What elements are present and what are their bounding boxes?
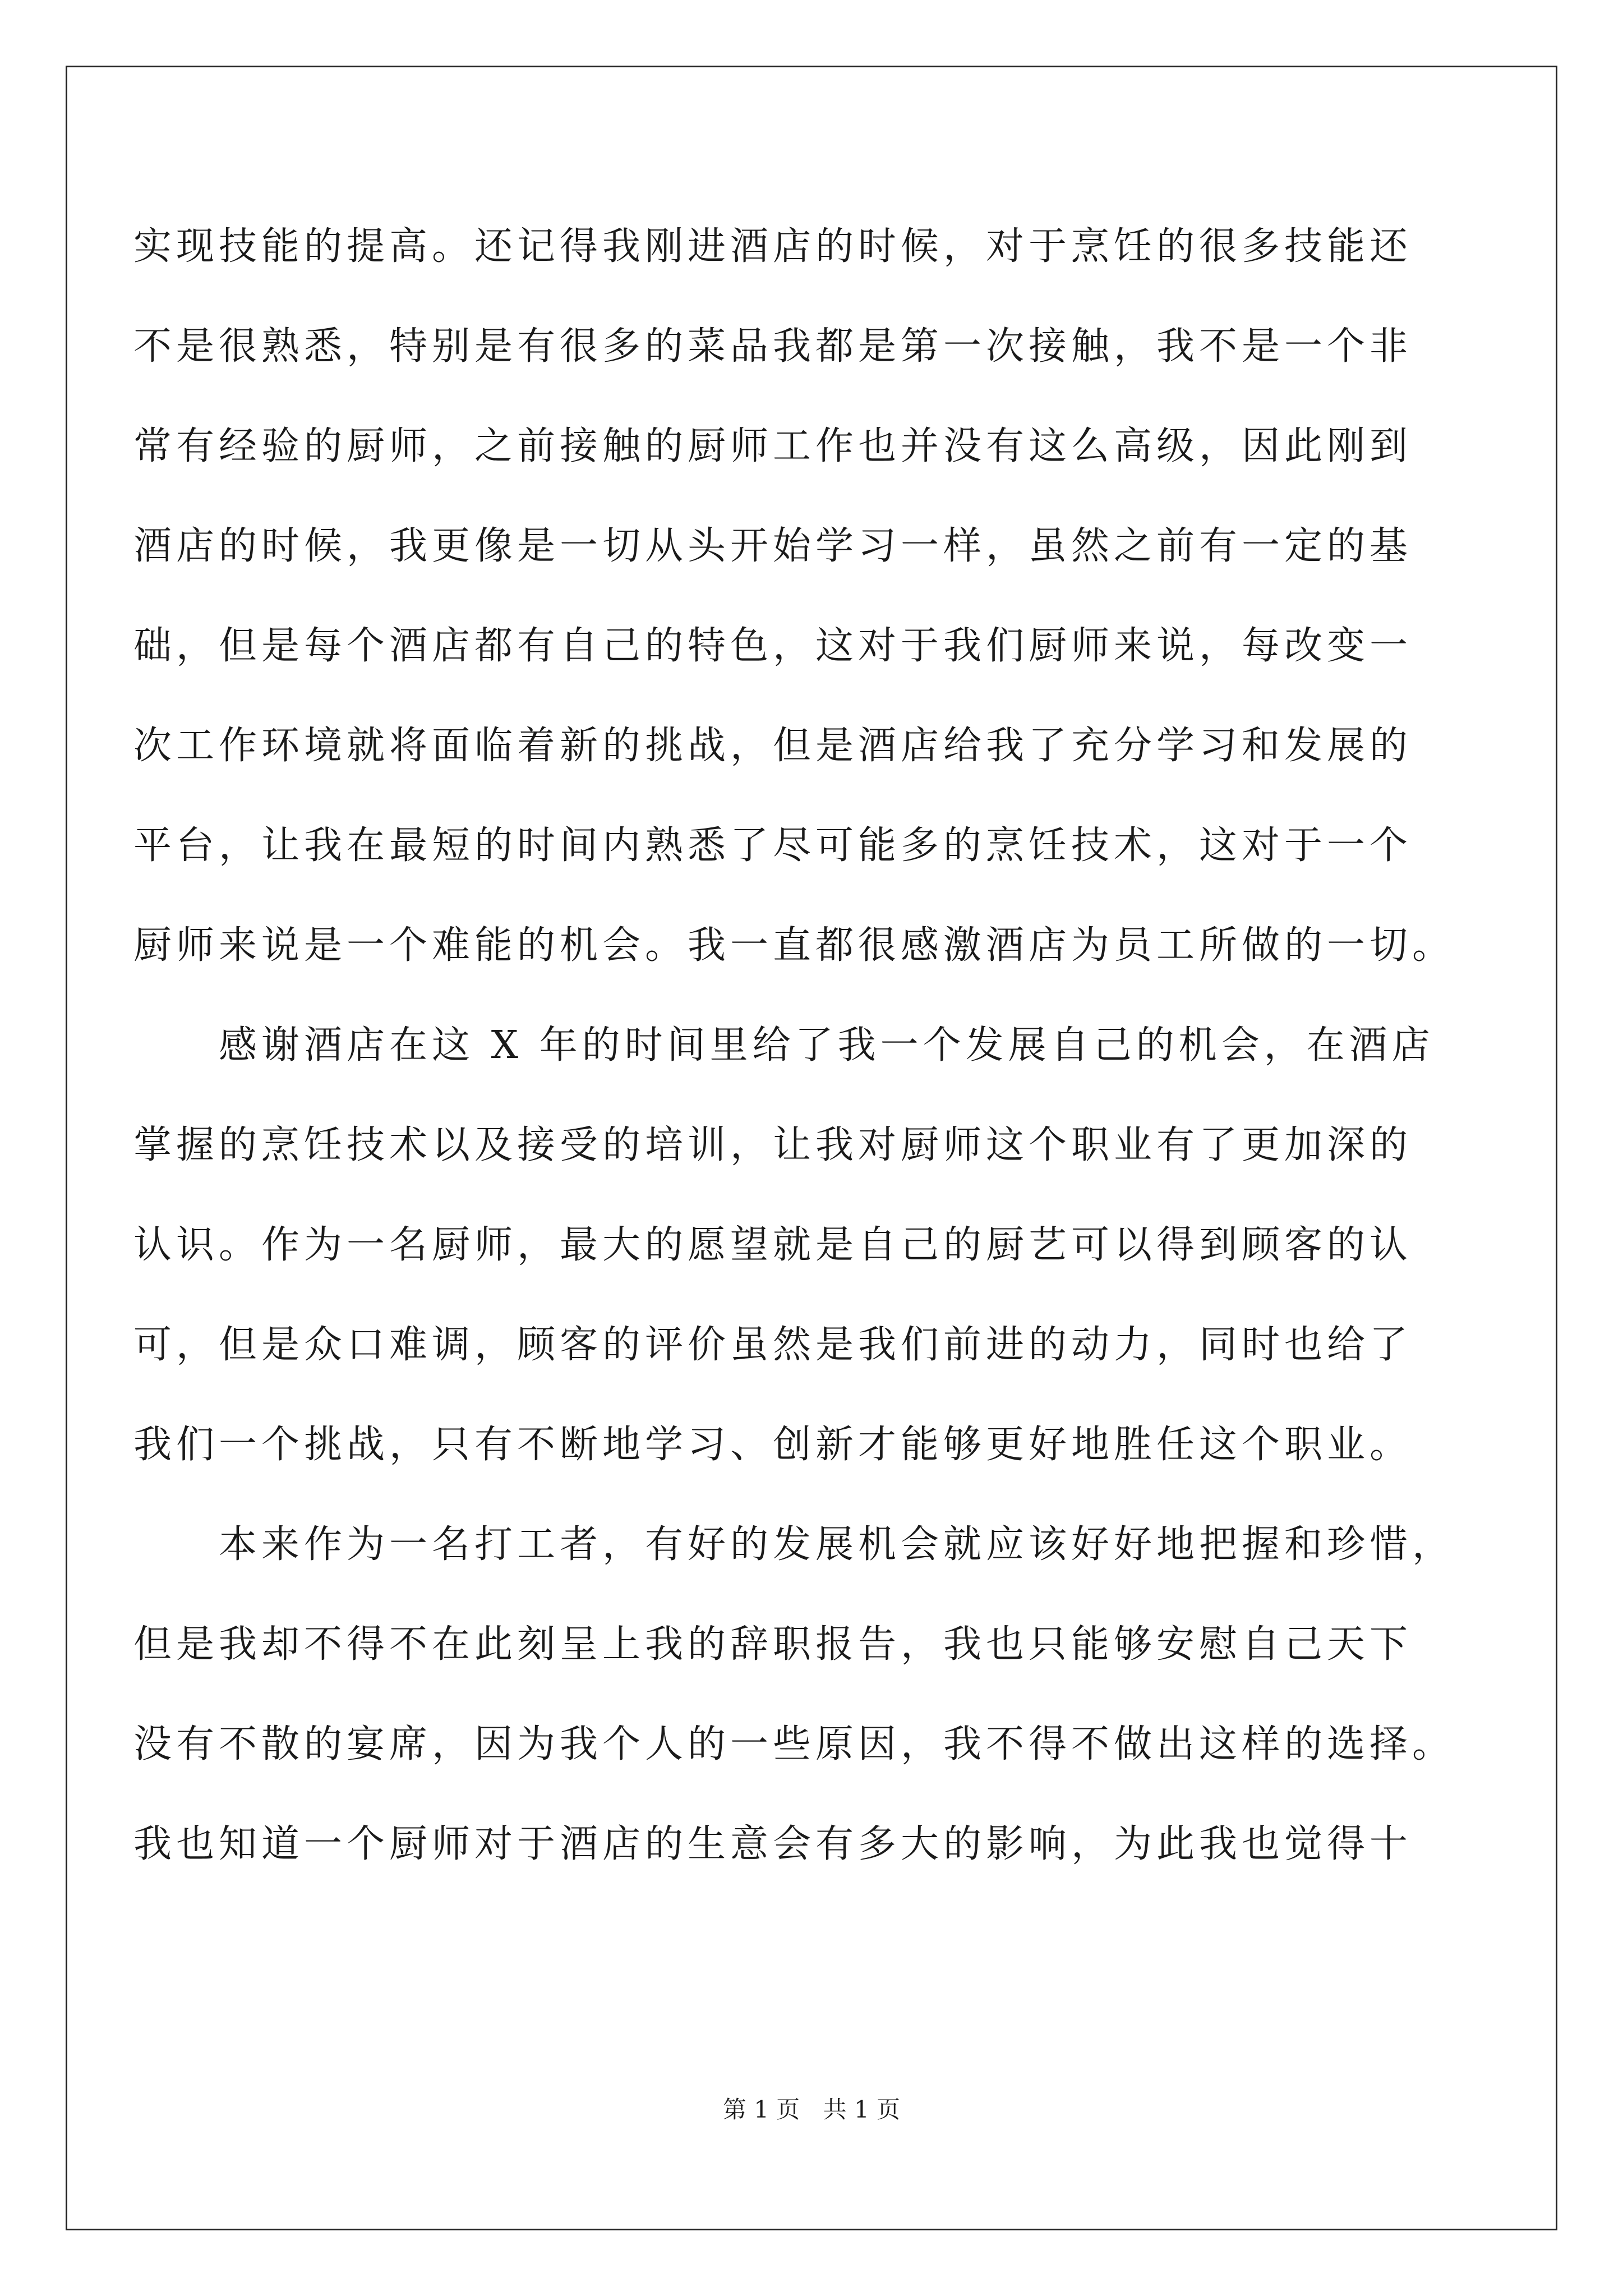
- page-number-total: 共 1 页: [823, 2096, 901, 2123]
- text-line: 平台，让我在最短的时间内熟悉了尽可能多的烹饪技术，这对于一个: [133, 823, 1413, 868]
- text-line: 实现技能的提高。还记得我刚进酒店的时候，对于烹饪的很多技能还: [133, 224, 1413, 269]
- text-line: 厨师来说是一个难能的机会。我一直都很感激酒店为员工所做的一切。: [133, 923, 1455, 968]
- text-line: 次工作环境就将面临着新的挑战，但是酒店给我了充分学习和发展的: [133, 724, 1413, 768]
- page-number-current: 第 1 页: [722, 2096, 800, 2123]
- text-line: 可，但是众口难调，顾客的评价虽然是我们前进的动力，同时也给了: [133, 1323, 1413, 1367]
- text-line: 础，但是每个酒店都有自己的特色，这对于我们厨师来说，每改变一: [133, 624, 1413, 668]
- text-line: 不是很熟悉，特别是有很多的菜品我都是第一次接触，我不是一个非: [133, 324, 1413, 369]
- text-line: 我也知道一个厨师对于酒店的生意会有多大的影响，为此我也觉得十: [133, 1822, 1413, 1866]
- text-line: 感谢酒店在这 X 年的时间里给了我一个发展自己的机会，在酒店: [133, 1023, 1435, 1068]
- text-line: 但是我却不得不在此刻呈上我的辞职报告，我也只能够安慰自己天下: [133, 1622, 1413, 1667]
- page-footer: [0, 2091, 1623, 2125]
- text-line: 我们一个挑战，只有不断地学习、创新才能够更好地胜任这个职业。: [133, 1423, 1413, 1467]
- text-line: 掌握的烹饪技术以及接受的培训，让我对厨师这个职业有了更加深的: [133, 1123, 1413, 1167]
- text-line: 常有经验的厨师，之前接触的厨师工作也并没有这么高级，因此刚到: [133, 424, 1413, 468]
- text-line: 本来作为一名打工者，有好的发展机会就应该好好地把握和珍惜，: [133, 1522, 1455, 1567]
- text-line: 认识。作为一名厨师，最大的愿望就是自己的厨艺可以得到顾客的认: [133, 1223, 1413, 1267]
- text-line: 没有不散的宴席，因为我个人的一些原因，我不得不做出这样的选择。: [133, 1722, 1455, 1766]
- text-line: 酒店的时候，我更像是一切从头开始学习一样，虽然之前有一定的基: [133, 524, 1413, 568]
